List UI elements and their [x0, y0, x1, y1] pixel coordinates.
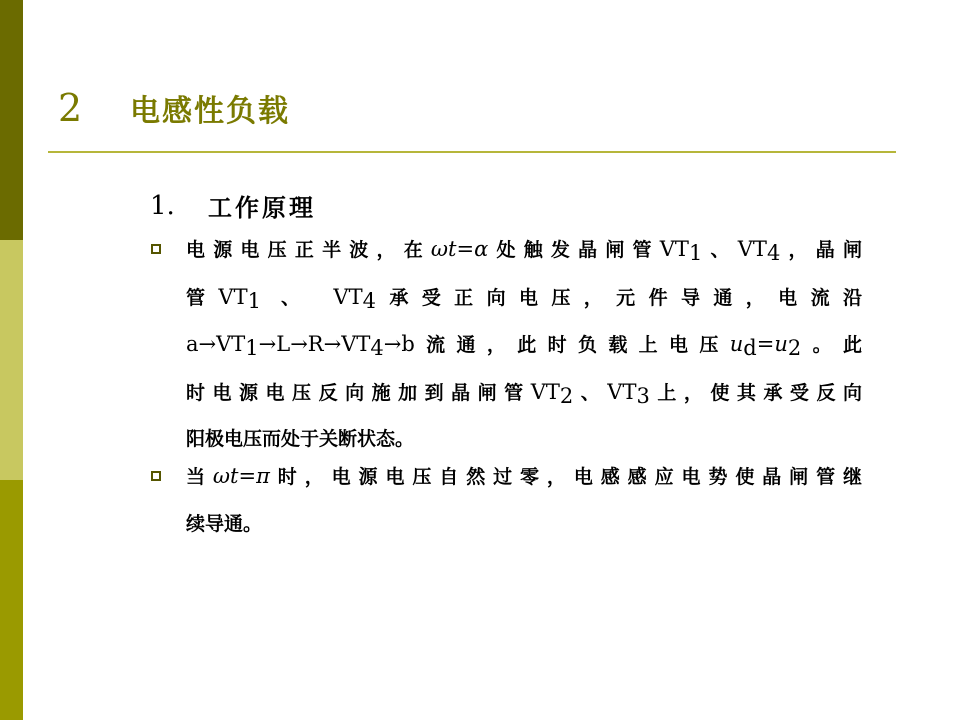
subscript: 4 [370, 336, 384, 360]
text-run: 阳极电压而处于关断状态。 [186, 428, 415, 450]
vt-label: VT [333, 284, 363, 309]
vt-label: VT [607, 379, 637, 404]
vt-label: VT [218, 284, 248, 309]
sidebar-band-top [0, 0, 23, 240]
subscript: 4 [766, 241, 781, 265]
subheading [150, 188, 316, 223]
bullet-1-line-4 [186, 369, 862, 417]
vt-label: VT [737, 237, 767, 261]
text-run: 电源电压正半波，在 [186, 239, 431, 261]
math-omega-t-alpha: ωt=α [430, 237, 489, 261]
current-path: a→VT [186, 332, 246, 356]
subscript: 1 [247, 288, 261, 313]
text-run: 上，使其承受反向 [649, 381, 862, 404]
vt-label: VT [659, 237, 689, 261]
bullet-1-line-3 [186, 321, 862, 369]
current-path: →b [383, 332, 415, 356]
slide-title [58, 84, 290, 132]
text-run: 、 [573, 381, 608, 404]
text-run: 、 [702, 239, 738, 261]
bullet-2-line-1 [186, 453, 862, 501]
current-path: →L→R→VT [258, 332, 371, 356]
bullet-text-2 [186, 453, 862, 547]
bullet-1-line-2 [186, 274, 862, 322]
title-underline [48, 151, 896, 153]
bullet-1-line-1 [186, 226, 862, 274]
subscript: 1 [688, 241, 703, 265]
slide-title-text: 电感性负载 [130, 94, 290, 129]
vt-label: VT [530, 379, 560, 404]
text-run: 续导通。 [186, 512, 263, 535]
text-run: 时电源电压反向施加到晶闸管 [186, 381, 531, 404]
math-u: u [729, 332, 744, 356]
bullet-text-1 [186, 226, 862, 463]
subheading-number: 1. [150, 190, 175, 221]
bullet-2-line-2 [186, 501, 862, 548]
math-omega-t-pi: ωt=π [212, 464, 270, 488]
text-run: 。此 [801, 334, 862, 356]
text-run: 当 [186, 466, 213, 488]
subscript: d [743, 336, 757, 360]
subscript: 3 [636, 383, 650, 408]
subscript: 4 [362, 288, 376, 313]
text-run: 管 [186, 286, 219, 309]
subscript: 2 [559, 383, 574, 408]
text-run: 、 [260, 286, 334, 309]
subheading-text: 工作原理 [208, 194, 316, 222]
text-run: 处触发晶闸管 [488, 239, 660, 261]
text-run: 流通，此时负载上电压 [414, 334, 730, 356]
math-equals: = [756, 332, 775, 356]
sidebar-band-middle [0, 240, 23, 480]
subscript: 1 [245, 336, 259, 360]
text-run: 承受正向电压，元件导通，电流沿 [375, 286, 862, 309]
subscript: 2 [787, 336, 802, 360]
text-run: 时，电源电压自然过零，电感感应电势使晶闸管继 [269, 466, 862, 488]
bullet-marker-1 [151, 244, 161, 254]
text-run: ，晶闸 [780, 239, 862, 261]
bullet-marker-2 [151, 471, 161, 481]
slide-title-number: 2 [58, 86, 83, 130]
math-u: u [774, 332, 788, 356]
sidebar-band-bottom [0, 480, 23, 720]
